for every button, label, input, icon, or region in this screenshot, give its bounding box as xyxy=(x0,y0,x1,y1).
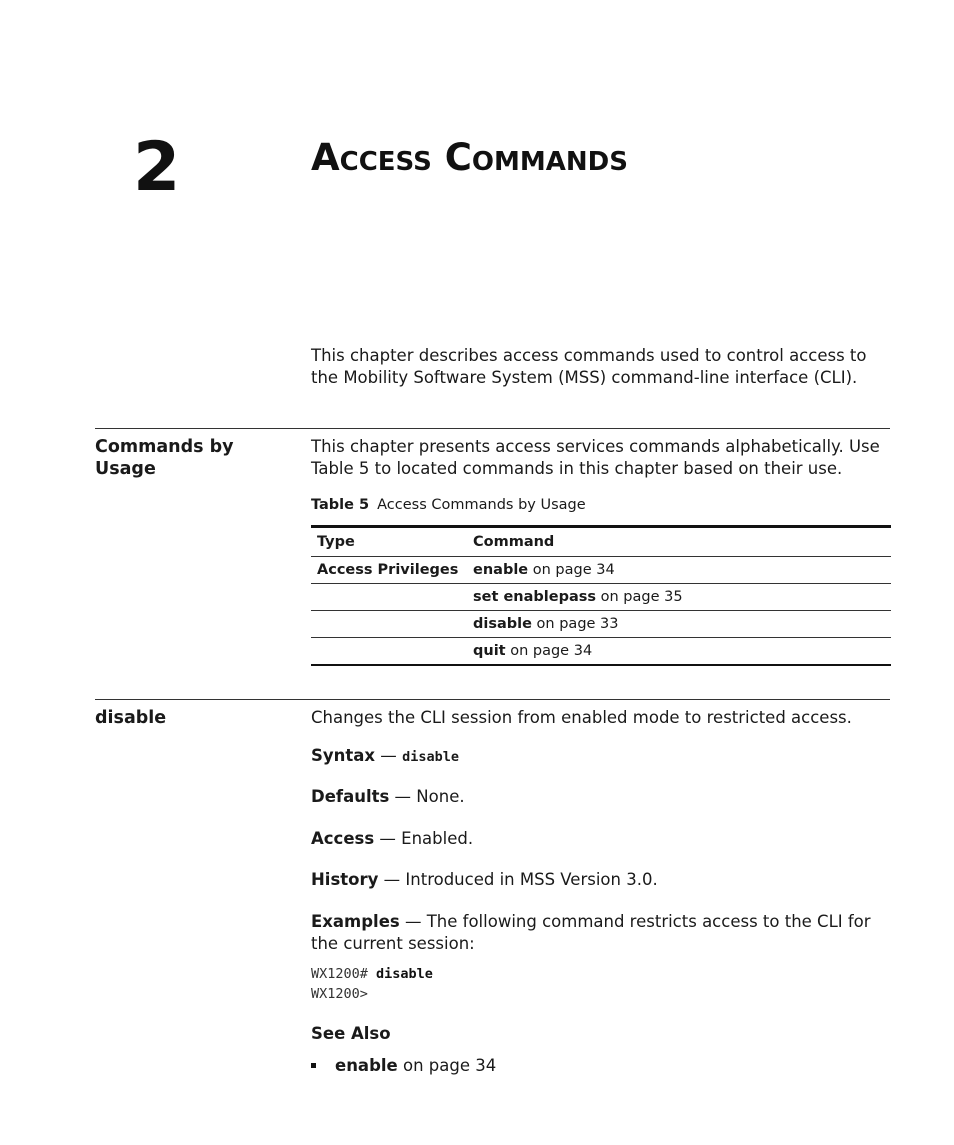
table-header-command: Command xyxy=(467,527,891,557)
table-header-row xyxy=(311,527,891,557)
page-ref: on page 34 xyxy=(505,643,593,659)
table-cell-type xyxy=(311,584,467,611)
section-divider xyxy=(95,699,890,700)
code-example xyxy=(311,964,433,1004)
bullet-icon xyxy=(311,1063,316,1068)
examples-line xyxy=(311,911,886,955)
code-command: disable xyxy=(376,966,433,982)
command-link[interactable]: quit xyxy=(473,643,506,659)
syntax-label: Syntax xyxy=(311,746,376,765)
section-heading-commands-by-usage: Commands by Usage xyxy=(95,437,234,479)
section-divider xyxy=(95,428,890,429)
table-caption-label: Table 5 xyxy=(311,497,370,513)
page-ref: on page 35 xyxy=(596,589,683,605)
table-cell-type xyxy=(311,611,467,638)
table-caption xyxy=(311,495,586,515)
examples-label: Examples xyxy=(311,912,400,931)
defaults-line xyxy=(311,786,886,808)
table-cell-command xyxy=(467,584,891,611)
access-value: — Enabled. xyxy=(374,829,474,848)
table-header-type: Type xyxy=(311,527,467,557)
table-row xyxy=(311,557,891,584)
chapter-title: Access Commands xyxy=(311,136,628,179)
access-line xyxy=(311,828,886,850)
history-label: History xyxy=(311,870,379,889)
see-also-ref: on page 34 xyxy=(397,1056,497,1075)
command-link[interactable]: enable xyxy=(473,562,529,578)
chapter-number: 2 xyxy=(133,128,181,207)
table-row xyxy=(311,584,891,611)
table-cell-command xyxy=(467,611,891,638)
table-cell-type xyxy=(311,638,467,666)
defaults-value: — None. xyxy=(389,787,465,806)
syntax-line xyxy=(311,745,886,768)
see-also-link[interactable]: enable xyxy=(335,1056,398,1075)
list-item xyxy=(311,1055,496,1077)
usage-table xyxy=(311,525,891,666)
table-row xyxy=(311,611,891,638)
code-output: WX1200> xyxy=(311,986,368,1002)
syntax-value: disable xyxy=(402,749,459,765)
history-value: — Introduced in MSS Version 3.0. xyxy=(378,870,658,889)
page-ref: on page 33 xyxy=(531,616,619,632)
intro-paragraph: This chapter describes access commands used to control access to the Mobility Software System (MSS) command-line interface (CLI). xyxy=(311,346,867,387)
section-heading-disable: disable xyxy=(95,708,167,728)
syntax-separator: — xyxy=(375,746,403,765)
access-label: Access xyxy=(311,829,375,848)
defaults-label: Defaults xyxy=(311,787,390,806)
disable-description: Changes the CLI session from enabled mode to restricted access. xyxy=(311,708,852,727)
history-line xyxy=(311,869,886,891)
table-cell-type: Access Privileges xyxy=(311,557,467,584)
see-also-heading: See Also xyxy=(311,1024,391,1043)
table-cell-command xyxy=(467,638,891,666)
table-cell-command xyxy=(467,557,891,584)
table-caption-text: Access Commands by Usage xyxy=(377,497,586,513)
table-row xyxy=(311,638,891,666)
command-link[interactable]: disable xyxy=(473,616,532,632)
command-link[interactable]: set enablepass xyxy=(473,589,596,605)
examples-value: — The following command restricts access to the CLI for the current session: xyxy=(311,912,871,953)
code-prompt: WX1200# xyxy=(311,966,377,982)
commands-by-usage-text: This chapter presents access services commands alphabetically. Use Table 5 to located commands in this chapter based on their use. xyxy=(311,437,880,478)
page-ref: on page 34 xyxy=(528,562,615,578)
